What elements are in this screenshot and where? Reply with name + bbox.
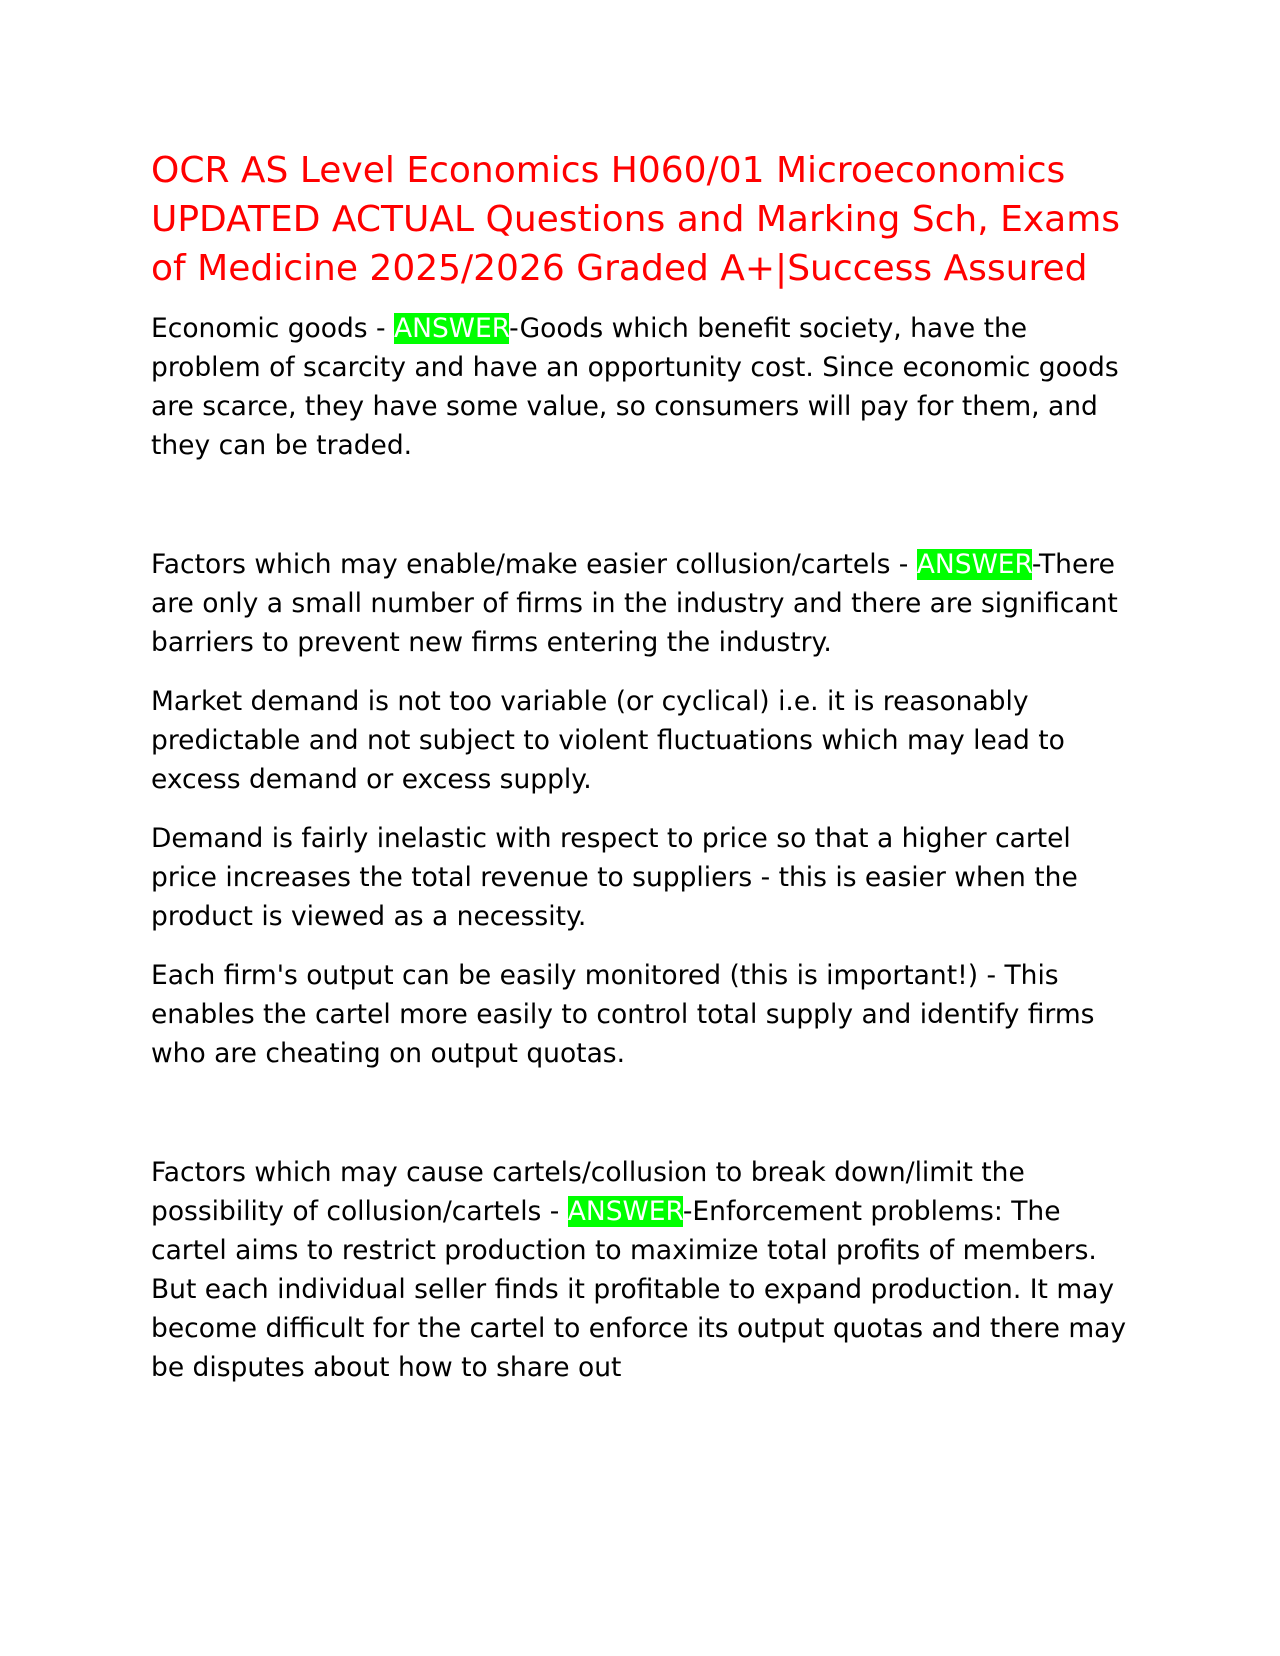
entry-output-monitored: Each firm's output can be easily monitored (this is important!) - This enables the cartel more easily to control total supply and identify firms who are cheating on output quotas.	[151, 960, 1095, 1069]
entry-economic-goods	[151, 309, 1141, 465]
answer-highlight: ANSWER	[394, 313, 510, 344]
entry-term: Factors which may enable/make easier collusion/cartels -	[151, 549, 917, 580]
paragraph-spacer	[151, 936, 1141, 956]
document-page	[151, 146, 1141, 1387]
paragraph-spacer	[151, 1073, 1141, 1153]
entry-answer: -There are only a small number of firms in the industry and there are significant barriers to prevent new firms entering the industry.	[151, 549, 1118, 658]
entry-inelastic-demand: Demand is fairly inelastic with respect to price so that a higher cartel price increases the total revenue to suppliers - this is easier when the product is viewed as a necessity.	[151, 823, 1078, 932]
paragraph-spacer	[151, 799, 1141, 819]
entry-answer: -Goods which benefit society, have the problem of scarcity and have an opportunity cost. Since economic goods are scarce, they have some value, so consumers will pay for them, and they can be traded.	[151, 313, 1119, 461]
answer-highlight: ANSWER	[567, 1196, 683, 1227]
entry-term: Factors which may cause cartels/collusion to break down/limit the possibility of collusion/cartels -	[151, 1157, 1025, 1227]
answer-highlight: ANSWER	[916, 549, 1032, 580]
entry-answer: -Enforcement problems: The cartel aims to restrict production to maximize total profits of members. But each individual seller finds it profitable to expand production. It may become difficult for the cartel to enforce its output quotas and there may be disputes about how to share out	[151, 1196, 1127, 1383]
paragraph-spacer	[151, 465, 1141, 545]
entry-cartel-breakdown	[151, 1153, 1141, 1387]
document-title: OCR AS Level Economics H060/01 Microeconomics UPDATED ACTUAL Questions and Marking Sch, Exams of Medicine 2025/2026 Graded A+|Success Assured	[151, 150, 1121, 289]
paragraph-spacer	[151, 662, 1141, 682]
entry-collusion-factors	[151, 545, 1141, 662]
entry-term: Economic goods -	[151, 313, 394, 344]
entry-market-demand: Market demand is not too variable (or cyclical) i.e. it is reasonably predictable and not subject to violent fluctuations which may lead to excess demand or excess supply.	[151, 686, 1065, 795]
